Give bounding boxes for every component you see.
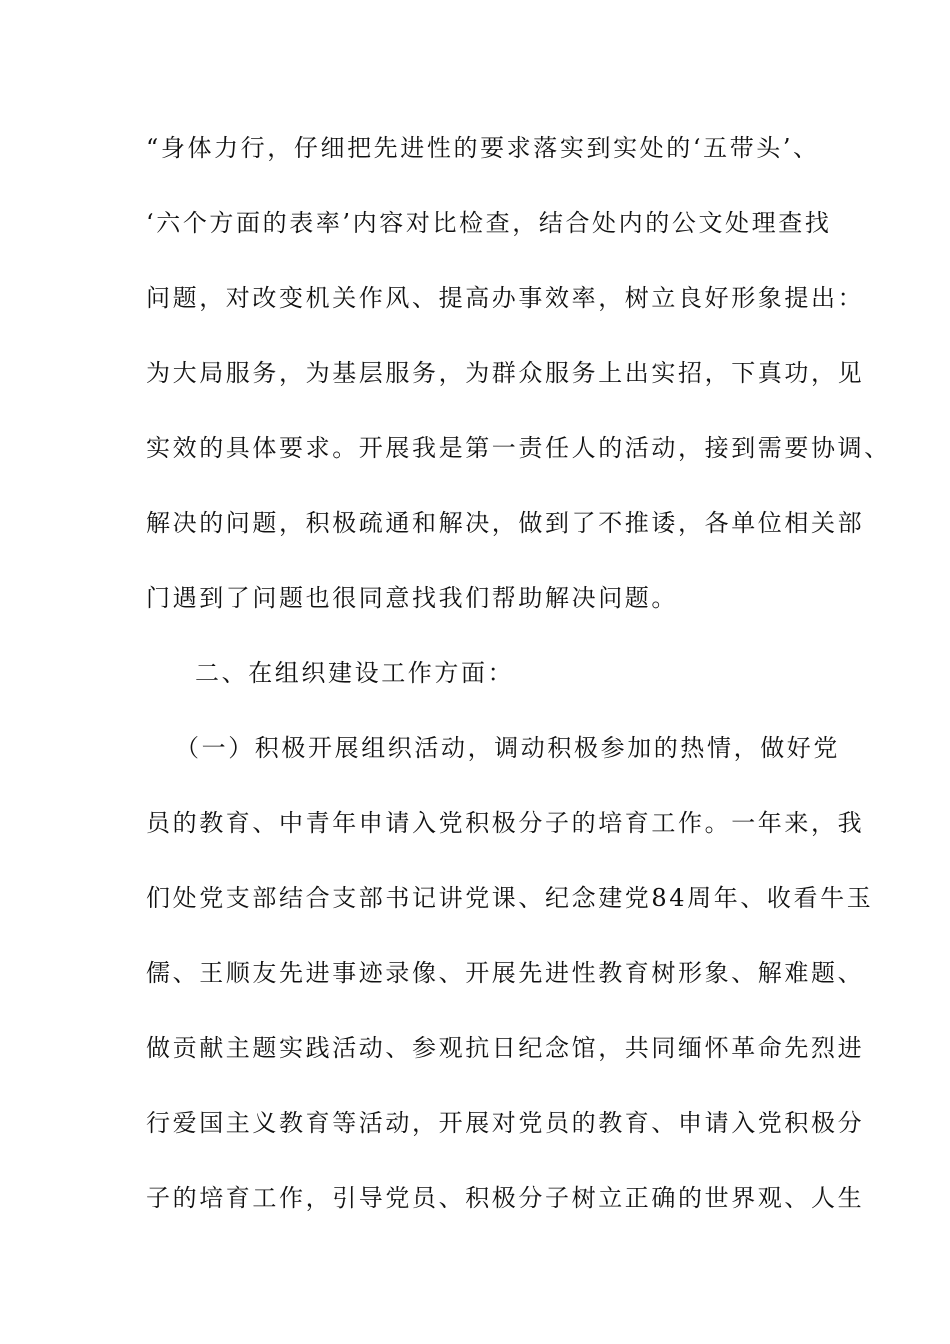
subsection-first-line-text: （一）积极开展组织活动，调动积极参加的热情，做好党 — [175, 734, 840, 762]
section-heading-text: 二、在组织建设工作方面： — [195, 659, 515, 687]
text-line-11-content: 们处党支部结合支部书记讲党课、纪念建党84周年、收看牛玉 — [146, 884, 874, 912]
text-line-14-content: 行爱国主义教育等活动，开展对党员的教育、申请入党积极分 — [146, 1109, 865, 1137]
text-line-4 — [0, 353, 950, 393]
text-line-6 — [0, 503, 950, 543]
text-line-4-content: 为大局服务，为基层服务，为群众服务上出实招，下真功，见 — [146, 359, 865, 387]
text-line-3 — [0, 278, 950, 318]
text-line-12-content: 儒、王顺友先进事迹录像、开展先进性教育树形象、解难题、 — [146, 959, 865, 987]
text-line-5 — [0, 428, 950, 468]
text-line-13-content: 做贡献主题实践活动、参观抗日纪念馆，共同缅怀革命先烈进 — [146, 1034, 865, 1062]
text-line-15 — [0, 1178, 950, 1218]
text-line-10-content: 员的教育、中青年申请入党积极分子的培育工作。一年来，我 — [146, 809, 865, 837]
text-line-3-content: 问题，对改变机关作风、提高办事效率，树立良好形象提出： — [146, 284, 865, 312]
text-line-7 — [0, 578, 950, 618]
text-line-14 — [0, 1103, 950, 1143]
text-line-13 — [0, 1028, 950, 1068]
text-line-2-content: ‘六个方面的表率’内容对比检查，结合处内的公文处理查找 — [146, 209, 832, 237]
text-line-10 — [0, 803, 950, 843]
section-heading — [0, 653, 950, 693]
text-line-1-content: “身体力行，仔细把先进性的要求落实到实处的‘五带头’、 — [146, 134, 820, 162]
text-line-1 — [0, 128, 950, 168]
text-line-15-content: 子的培育工作，引导党员、积极分子树立正确的世界观、人生 — [146, 1184, 865, 1212]
text-line-12 — [0, 953, 950, 993]
text-line-11 — [0, 878, 950, 918]
text-line-7-content: 门遇到了问题也很同意找我们帮助解决问题。 — [146, 584, 678, 612]
text-line-5-content: 实效的具体要求。开展我是第一责任人的活动，接到需要协调、 — [146, 434, 891, 462]
subsection-first-line — [0, 728, 950, 768]
text-line-6-content: 解决的问题，积极疏通和解决，做到了不推诿，各单位相关部 — [146, 509, 865, 537]
text-line-2 — [0, 203, 950, 243]
